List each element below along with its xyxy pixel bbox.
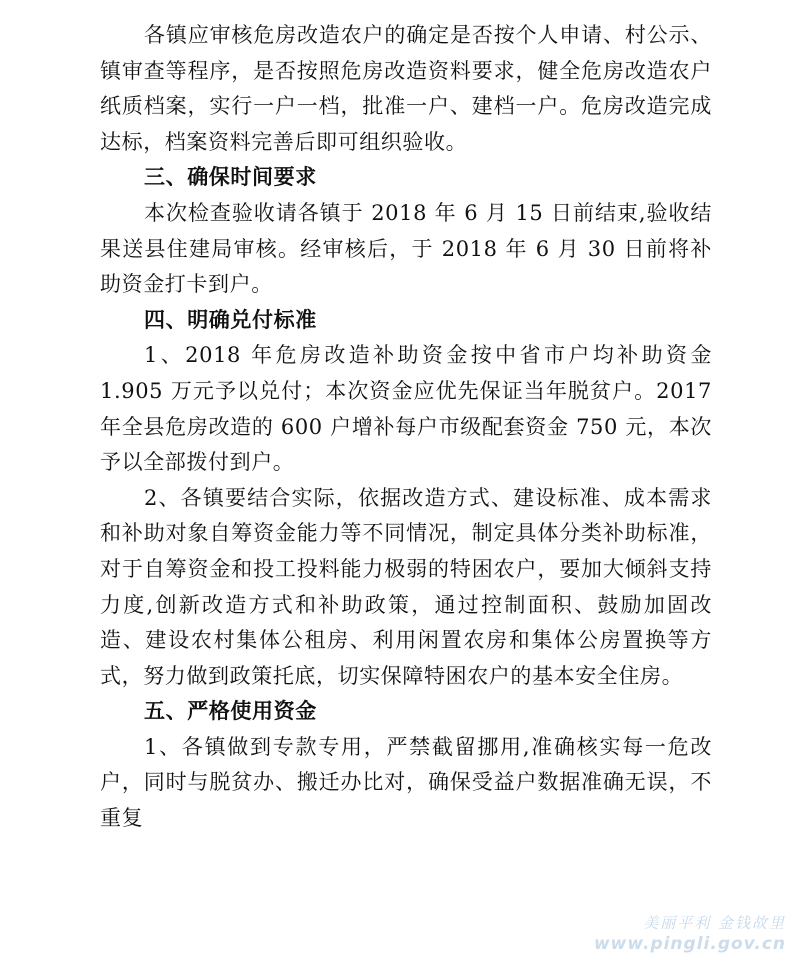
section-heading-fund-usage: 五、严格使用资金 bbox=[144, 699, 317, 724]
paragraph-subsidy-amount: 1、2018 年危房改造补助资金按中省市户均补助资金 1.905 万元予以兑付；本次资金应优先保证当年脱贫户。2017 年全县危房改造的 600 户增补每户市级配套资金 750 元，本次予以全部拨付到户。 bbox=[100, 343, 712, 475]
paragraph-earmarked-funds: 1、各镇做到专款专用，严禁截留挪用,准确核实每一危改户，同时与脱贫办、搬迁办比对，确保受益户数据准确无误，不重复 bbox=[100, 734, 712, 831]
site-watermark bbox=[594, 913, 786, 955]
document-body bbox=[100, 18, 712, 837]
paragraph-classification-standards: 2、各镇要结合实际，依据改造方式、建设标准、成本需求和补助对象自筹资金能力等不同情况，制定具体分类补助标准，对于自筹资金和投工投料能力极弱的特困农户，要加大倾斜支持力度,创新改造方式和补助政策，通过控制面积、鼓励加固改造、建设农村集体公租房、利用闲置农房和集体公房置换等方式，努力做到政策托底，切实保障特困农户的基本安全住房。 bbox=[100, 485, 712, 688]
watermark-title: 美丽平利 金钱故里 bbox=[643, 914, 786, 932]
watermark-url: www.pingli.gov.cn bbox=[593, 934, 786, 954]
section-heading-time-requirements: 三、确保时间要求 bbox=[144, 165, 317, 190]
paragraph-inspection-deadline: 本次检查验收请各镇于 2018 年 6 月 15 日前结束,验收结果送县住建局审核。经审核后，于 2018 年 6 月 30 日前将补助资金打卡到户。 bbox=[100, 200, 712, 297]
section-heading-payment-standards: 四、明确兑付标准 bbox=[144, 307, 317, 332]
paragraph-archive-review: 各镇应审核危房改造农户的确定是否按个人申请、村公示、镇审查等程序，是否按照危房改造资料要求，健全危房改造农户纸质档案，实行一户一档，批准一户、建档一户。危房改造完成达标，档案资料完善后即可组织验收。 bbox=[100, 23, 712, 154]
